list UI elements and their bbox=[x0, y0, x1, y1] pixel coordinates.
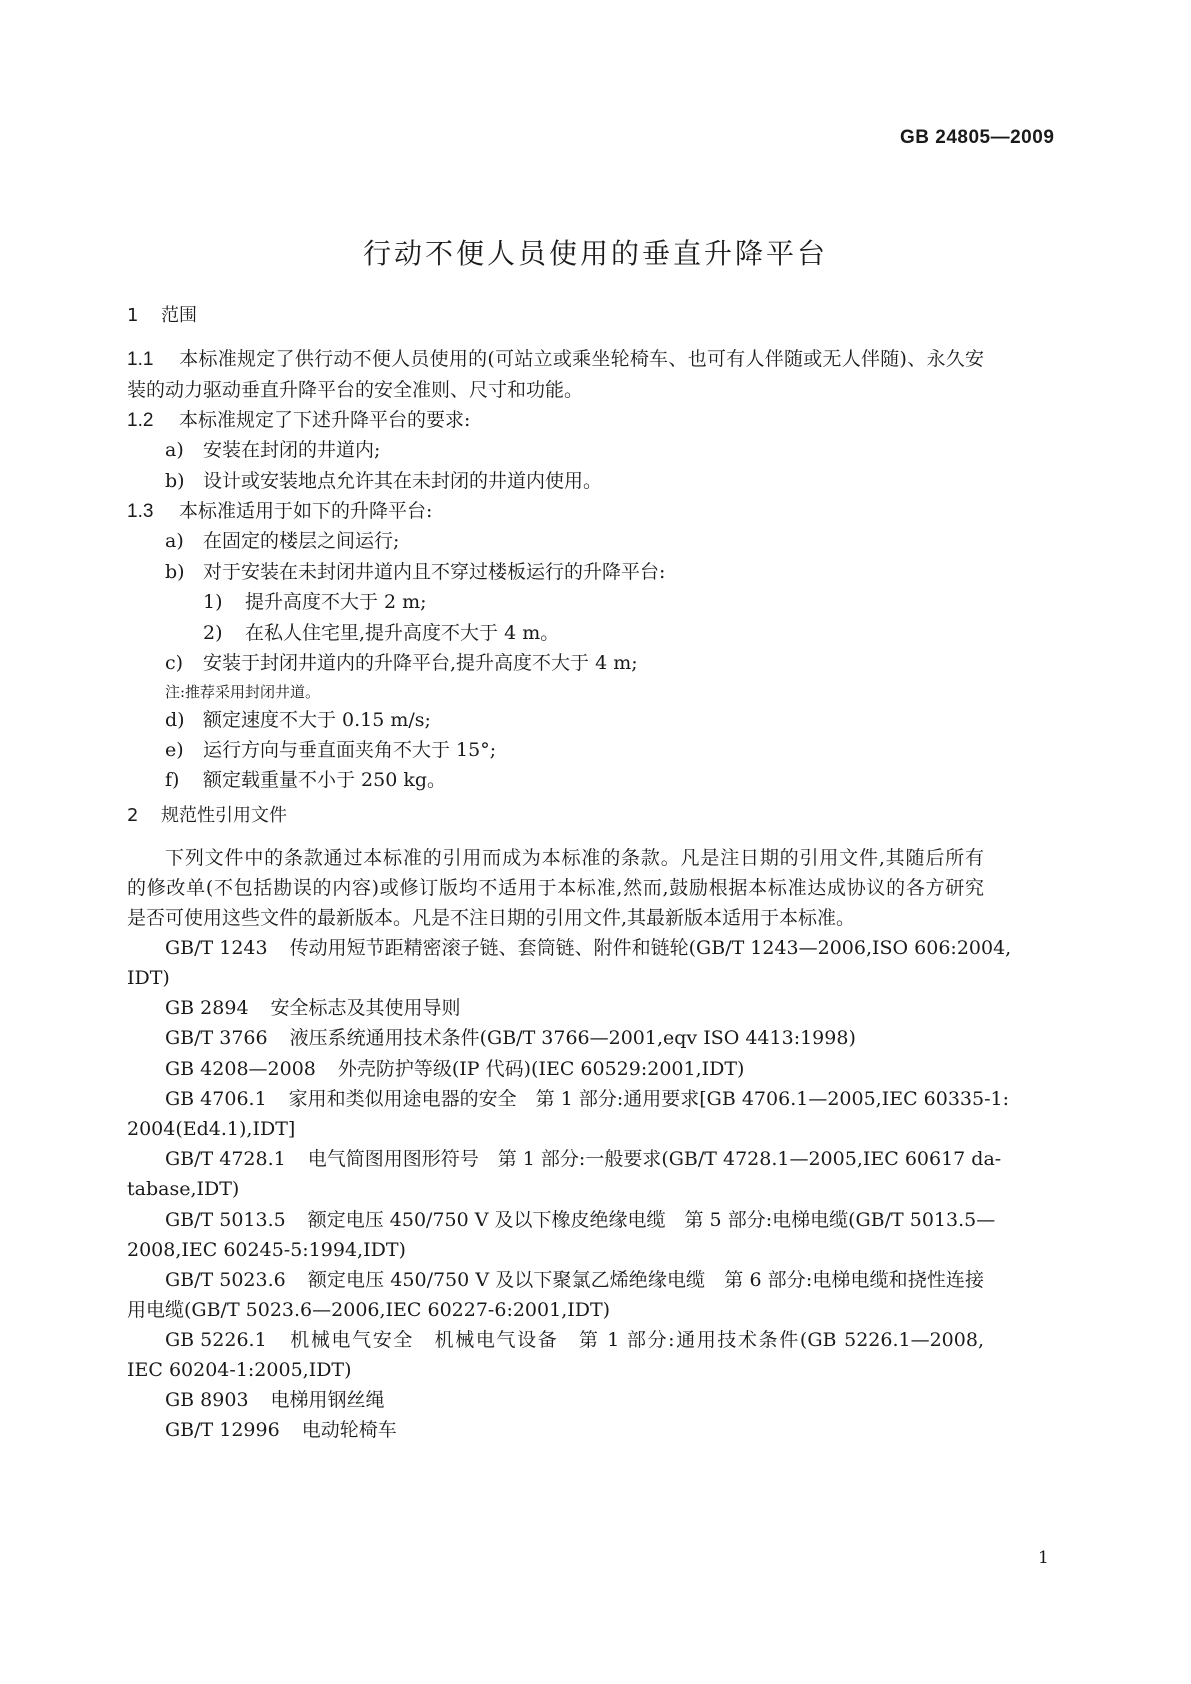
reference-entry bbox=[165, 1147, 1002, 1171]
reference-continuation: IDT) bbox=[127, 967, 170, 989]
list-item bbox=[165, 768, 446, 792]
clause-1-3 bbox=[127, 499, 432, 524]
reference-continuation: 2004(Ed4.1),IDT] bbox=[127, 1118, 296, 1140]
reference-entry bbox=[165, 1328, 984, 1352]
item-text: 提升高度不大于 2 m; bbox=[245, 591, 427, 613]
reference-code: GB/T 12996 bbox=[165, 1419, 280, 1441]
reference-code: GB/T 4728.1 bbox=[165, 1148, 286, 1170]
sub-item bbox=[203, 590, 427, 614]
reference-continuation: 用电缆(GB/T 5023.6—2006,IEC 60227-6:2001,IDT) bbox=[127, 1299, 611, 1321]
reference-title: 电气简图用图形符号 第 1 部分:一般要求(GB/T 4728.1—2005,IEC 60617 da- bbox=[307, 1148, 1002, 1170]
item-label: a) bbox=[165, 439, 184, 461]
item-text: 安装于封闭井道内的升降平台,提升高度不大于 4 m; bbox=[203, 652, 638, 674]
item-label: e) bbox=[165, 739, 184, 761]
reference-title: 液压系统通用技术条件(GB/T 3766—2001,eqv ISO 4413:1998) bbox=[289, 1027, 856, 1049]
reference-code: GB 4706.1 bbox=[165, 1088, 267, 1110]
reference-title: 电动轮椅车 bbox=[301, 1419, 397, 1441]
reference-title: 外壳防护等级(IP 代码)(IEC 60529:2001,IDT) bbox=[337, 1058, 745, 1080]
paragraph-line: 下列文件中的条款通过本标准的引用而成为本标准的条款。凡是注日期的引用文件,其随后所有 bbox=[165, 847, 984, 869]
section-title: 规范性引用文件 bbox=[161, 805, 287, 826]
page-title: 行动不便人员使用的垂直升降平台 bbox=[362, 237, 828, 270]
paragraph-line: 是否可使用这些文件的最新版本。凡是不注日期的引用文件,其最新版本适用于本标准。 bbox=[127, 907, 856, 929]
section-1-heading bbox=[127, 304, 197, 328]
reference-code: GB/T 3766 bbox=[165, 1027, 268, 1049]
item-label: 1) bbox=[203, 591, 223, 613]
reference-entry bbox=[165, 1026, 856, 1050]
item-text: 设计或安装地点允许其在未封闭的井道内使用。 bbox=[203, 470, 603, 492]
reference-entry bbox=[165, 1418, 397, 1442]
reference-continuation: 2008,IEC 60245-5:1994,IDT) bbox=[127, 1239, 406, 1261]
reference-title: 家用和类似用途电器的安全 第 1 部分:通用要求[GB 4706.1—2005,IEC 60335-1: bbox=[288, 1088, 1010, 1110]
item-text: 对于安装在未封闭井道内且不穿过楼板运行的升降平台: bbox=[203, 561, 666, 583]
reference-title: 传动用短节距精密滚子链、套筒链、附件和链轮(GB/T 1243—2006,ISO 606:2004, bbox=[289, 937, 1012, 959]
list-item bbox=[165, 560, 665, 584]
reference-entry bbox=[165, 1268, 984, 1292]
note: 注:推荐采用封闭井道。 bbox=[165, 683, 321, 701]
clause-text: 本标准规定了供行动不便人员使用的(可站立或乘坐轮椅车、也可有人伴随或无人伴随)、永久安 bbox=[179, 348, 984, 370]
section-number: 2 bbox=[127, 805, 139, 826]
clause-number: 1.2 bbox=[127, 410, 154, 431]
item-text: 在固定的楼层之间运行; bbox=[203, 530, 400, 552]
item-text: 运行方向与垂直面夹角不大于 15°; bbox=[203, 739, 497, 761]
list-item bbox=[165, 738, 496, 762]
sub-item bbox=[203, 621, 559, 645]
item-label: c) bbox=[165, 652, 184, 674]
item-label: a) bbox=[165, 530, 184, 552]
standard-code: GB 24805—2009 bbox=[900, 127, 1055, 148]
clause-1-1-line2: 装的动力驱动垂直升降平台的安全准则、尺寸和功能。 bbox=[127, 379, 584, 401]
reference-entry bbox=[165, 996, 461, 1020]
clause-number: 1.1 bbox=[127, 349, 154, 370]
clause-1-2 bbox=[127, 408, 470, 433]
section-2-heading bbox=[127, 804, 287, 828]
item-label: b) bbox=[165, 470, 185, 492]
list-item bbox=[165, 438, 380, 462]
reference-continuation: IEC 60204-1:2005,IDT) bbox=[127, 1359, 352, 1381]
reference-code: GB 5226.1 bbox=[165, 1329, 267, 1351]
reference-entry bbox=[165, 936, 1012, 960]
reference-title: 额定电压 450/750 V 及以下聚氯乙烯绝缘电缆 第 6 部分:电梯电缆和挠性连接 bbox=[307, 1269, 984, 1291]
item-text: 安装在封闭的井道内; bbox=[203, 439, 381, 461]
reference-entry bbox=[165, 1208, 996, 1232]
list-item bbox=[165, 469, 602, 493]
item-label: 2) bbox=[203, 622, 223, 644]
reference-entry bbox=[165, 1388, 385, 1412]
list-item bbox=[165, 708, 431, 732]
reference-code: GB 8903 bbox=[165, 1389, 249, 1411]
reference-code: GB/T 5013.5 bbox=[165, 1209, 286, 1231]
reference-code: GB/T 1243 bbox=[165, 937, 268, 959]
paragraph-line: 的修改单(不包括勘误的内容)或修订版均不适用于本标准,然而,鼓励根据本标准达成协议的各方研究 bbox=[127, 877, 984, 899]
reference-title: 安全标志及其使用导则 bbox=[270, 997, 461, 1019]
reference-continuation: tabase,IDT) bbox=[127, 1178, 240, 1200]
list-item bbox=[165, 529, 399, 553]
item-label: b) bbox=[165, 561, 185, 583]
list-item bbox=[165, 651, 638, 675]
reference-title: 额定电压 450/750 V 及以下橡皮绝缘电缆 第 5 部分:电梯电缆(GB/T 5013.5— bbox=[307, 1209, 996, 1231]
section-title: 范围 bbox=[161, 305, 197, 326]
item-text: 额定速度不大于 0.15 m/s; bbox=[203, 709, 431, 731]
reference-code: GB 4208—2008 bbox=[165, 1058, 316, 1080]
reference-title: 机械电气安全 机械电气设备 第 1 部分:通用技术条件(GB 5226.1—2008, bbox=[288, 1329, 984, 1351]
reference-code: GB 2894 bbox=[165, 997, 249, 1019]
clause-1-1-line1 bbox=[127, 347, 984, 372]
item-text: 额定载重量不小于 250 kg。 bbox=[203, 769, 447, 791]
item-label: d) bbox=[165, 709, 185, 731]
reference-entry bbox=[165, 1087, 1010, 1111]
reference-entry bbox=[165, 1057, 744, 1081]
item-label: f) bbox=[165, 769, 180, 791]
reference-title: 电梯用钢丝绳 bbox=[270, 1389, 385, 1411]
clause-text: 本标准规定了下述升降平台的要求: bbox=[179, 409, 471, 431]
clause-text: 本标准适用于如下的升降平台: bbox=[179, 500, 433, 522]
reference-code: GB/T 5023.6 bbox=[165, 1269, 286, 1291]
section-number: 1 bbox=[127, 305, 139, 326]
page-number: 1 bbox=[1038, 1548, 1049, 1568]
item-text: 在私人住宅里,提升高度不大于 4 m。 bbox=[245, 622, 560, 644]
clause-number: 1.3 bbox=[127, 501, 154, 522]
